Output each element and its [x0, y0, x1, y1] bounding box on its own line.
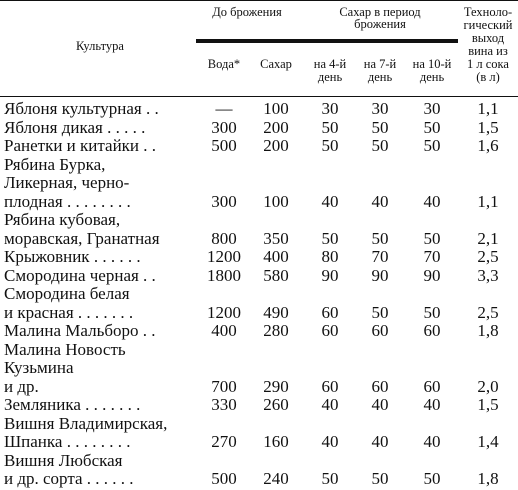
cell-sugar: 200 — [263, 136, 289, 155]
cell-day4: 50 — [321, 228, 339, 248]
cell-sugar: 580 — [263, 265, 289, 285]
header-day10-l2: день — [419, 70, 445, 84]
cell-day7: 50 — [371, 136, 389, 155]
cell-day4: 50 — [321, 136, 339, 155]
table-row — [0, 156, 518, 212]
header-day4-l2: день — [317, 70, 343, 84]
cell-sugar: 100 — [263, 99, 289, 118]
culture-name-line: Яблоня дикая . . . . . — [4, 117, 146, 137]
header-yield-l3: выход — [471, 31, 505, 45]
header-sugar-period-l1: Сахар в период — [339, 5, 421, 19]
cell-day10: 40 — [423, 191, 441, 211]
cell-day10: 90 — [423, 265, 441, 285]
header-bottom-rule — [0, 96, 518, 97]
header-culture: Культура — [76, 39, 124, 53]
header-sugar-period-l2: брожения — [354, 17, 406, 31]
cell-day7: 60 — [371, 321, 389, 340]
cell-day7: 30 — [371, 99, 389, 118]
culture-name-line: Рябина Бурка, — [4, 154, 106, 174]
cell-water: 500 — [211, 469, 237, 488]
cell-sugar: 400 — [263, 247, 289, 266]
cell-day4: 90 — [321, 265, 339, 285]
cell-sugar: 240 — [263, 469, 289, 488]
cell-yield: 1,6 — [477, 136, 499, 155]
cell-day7: 50 — [371, 228, 389, 248]
cell-day7: 40 — [371, 432, 389, 451]
cell-day4: 40 — [321, 395, 339, 414]
cell-day7: 40 — [371, 191, 389, 211]
cell-day7: 90 — [371, 265, 389, 285]
cell-sugar: 160 — [263, 432, 289, 451]
cell-water: 500 — [211, 136, 237, 155]
cell-water: 330 — [211, 395, 237, 414]
cell-sugar: 200 — [263, 117, 289, 137]
table-row — [0, 415, 518, 452]
cell-sugar: 290 — [263, 376, 289, 396]
cell-day4: 60 — [321, 302, 339, 322]
cell-water: 300 — [211, 191, 237, 211]
culture-name-line: и др. — [4, 376, 39, 396]
cell-day10: 50 — [423, 117, 441, 137]
cell-day4: 50 — [321, 117, 339, 137]
cell-sugar: 280 — [263, 321, 289, 340]
table-row — [0, 322, 518, 341]
table-row — [0, 248, 518, 267]
table-row — [0, 119, 518, 138]
cell-day4: 50 — [321, 469, 339, 488]
culture-name-line: Рябина кубовая, — [4, 210, 121, 229]
table-row — [0, 211, 518, 248]
culture-name-line: моравская, Гранатная — [4, 228, 160, 248]
header-yield-l1: Техноло- — [463, 5, 513, 19]
table-top-rule — [0, 0, 518, 1]
cell-sugar: 100 — [263, 191, 289, 211]
header-water: Вода* — [207, 57, 241, 71]
culture-name-line: Шпанка . . . . . . . . — [4, 432, 131, 451]
header-sugar: Сахар — [260, 57, 292, 71]
cell-yield: 1,1 — [477, 191, 499, 211]
cell-water: 1200 — [207, 247, 241, 266]
header-yield-l5: 1 л сока — [467, 57, 509, 71]
cell-day7: 70 — [371, 247, 389, 266]
cell-day10: 30 — [423, 99, 441, 118]
header-day10-l1: на 10-й — [412, 57, 452, 71]
cell-water: 800 — [211, 228, 237, 248]
cell-day10: 50 — [423, 469, 441, 488]
cell-day10: 50 — [423, 136, 441, 155]
table-row — [0, 396, 518, 415]
cell-yield: 1,1 — [477, 99, 499, 118]
cell-yield: 2,1 — [477, 228, 499, 248]
cell-day4: 30 — [321, 99, 339, 118]
cell-water: 400 — [211, 321, 237, 340]
cell-yield: 1,8 — [477, 469, 499, 488]
culture-name-line: Ликерная, черно- — [4, 173, 130, 192]
header-group-rule — [196, 39, 458, 43]
cell-day10: 50 — [423, 302, 441, 322]
cell-water: 1800 — [207, 265, 241, 285]
cell-day4: 40 — [321, 432, 339, 451]
culture-name-line: Смородина черная . . — [4, 265, 156, 285]
cell-day7: 60 — [371, 376, 389, 396]
table-row — [0, 137, 518, 156]
cell-yield: 1,8 — [477, 321, 499, 340]
cell-water: 1200 — [207, 302, 241, 322]
cell-water: 300 — [211, 117, 237, 137]
header-day7-l2: день — [367, 70, 393, 84]
table-row — [0, 341, 518, 397]
header-yield-l2: гический — [463, 18, 513, 32]
cell-day4: 60 — [321, 321, 339, 340]
cell-day4: 60 — [321, 376, 339, 396]
culture-name-line: плодная . . . . . . . . — [4, 191, 131, 211]
cell-sugar: 350 — [263, 228, 289, 248]
culture-name-line: Вишня Владимирская, — [4, 413, 168, 433]
cell-yield: 1,5 — [477, 117, 499, 137]
culture-name-line: Крыжовник . . . . . . — [4, 247, 141, 266]
cell-day7: 50 — [371, 117, 389, 137]
cell-yield: 2,0 — [477, 376, 499, 396]
cell-water: — — [215, 99, 233, 118]
header-day7-l1: на 7-й — [363, 57, 397, 71]
cell-day10: 40 — [423, 432, 441, 451]
header-yield-l6: (в л) — [476, 70, 500, 84]
cell-yield: 3,3 — [477, 265, 499, 285]
header-day4-l1: на 4-й — [313, 57, 347, 71]
cell-yield: 1,5 — [477, 395, 499, 414]
cell-yield: 2,5 — [477, 302, 499, 322]
cell-sugar: 490 — [263, 302, 289, 322]
culture-name-line: Вишня Любская — [4, 450, 123, 470]
cell-day10: 50 — [423, 228, 441, 248]
header-before-fermentation: До брожения — [212, 5, 282, 19]
table-row — [0, 267, 518, 286]
cell-day7: 40 — [371, 395, 389, 414]
culture-name-line: Яблоня культурная . . — [4, 99, 159, 118]
table-row — [0, 285, 518, 322]
culture-name-line: Земляника . . . . . . . — [4, 395, 141, 414]
culture-name-line: и др. сорта . . . . . . — [4, 469, 134, 488]
cell-day10: 70 — [423, 247, 441, 266]
culture-name-line: Малина Мальборо . . — [4, 321, 156, 340]
cell-day4: 80 — [321, 247, 339, 266]
cell-day10: 60 — [423, 376, 441, 396]
header-yield-l4: вина из — [468, 44, 508, 58]
cell-water: 700 — [211, 376, 237, 396]
culture-name-line: Кузьмина — [4, 358, 74, 377]
cell-day7: 50 — [371, 302, 389, 322]
cell-day7: 50 — [371, 469, 389, 488]
culture-name-line: Малина Новость — [4, 339, 126, 359]
cell-yield: 2,5 — [477, 247, 499, 266]
table-row — [0, 452, 518, 489]
cell-sugar: 260 — [263, 395, 289, 414]
table-row — [0, 100, 518, 119]
cell-day10: 60 — [423, 321, 441, 340]
culture-name-line: Ранетки и китайки . . — [4, 136, 157, 155]
cell-day4: 40 — [321, 191, 339, 211]
culture-name-line: и красная . . . . . . . — [4, 302, 134, 322]
cell-day10: 40 — [423, 395, 441, 414]
cell-yield: 1,4 — [477, 432, 499, 451]
culture-name-line: Смородина белая — [4, 284, 130, 303]
cell-water: 270 — [211, 432, 237, 451]
